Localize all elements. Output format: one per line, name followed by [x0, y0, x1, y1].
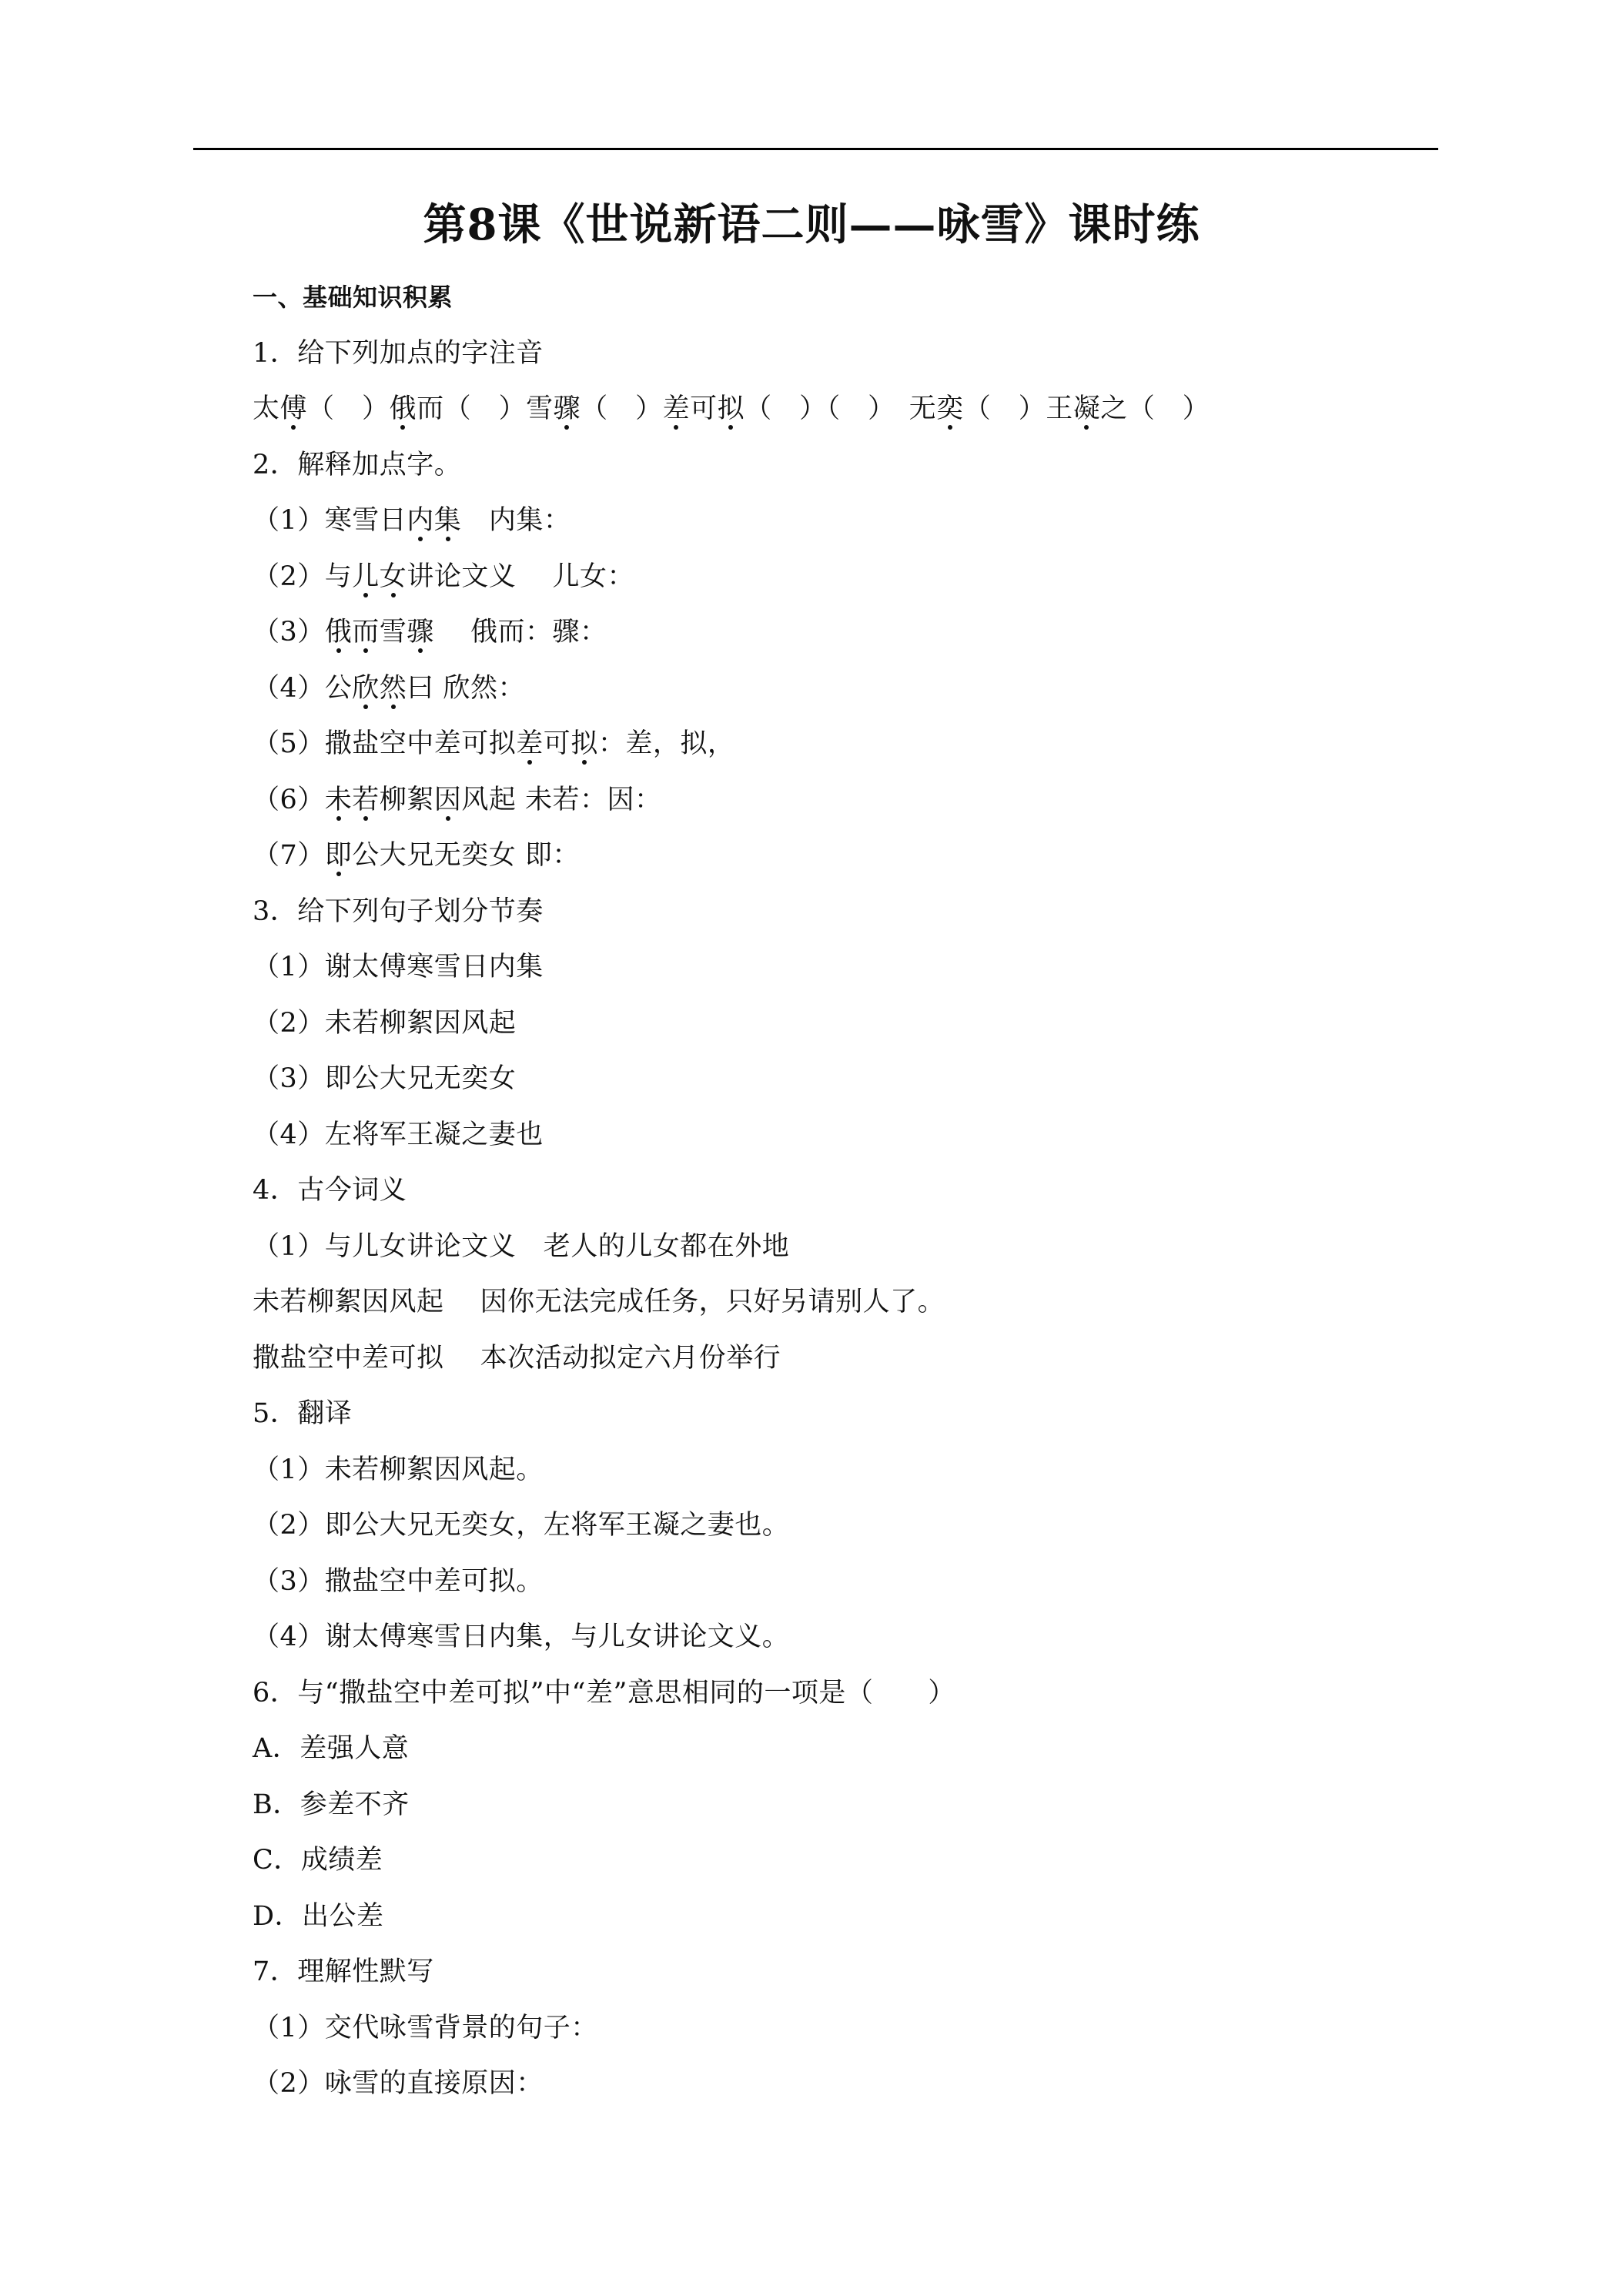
text-run: （7） — [253, 840, 325, 871]
question-5-item: （1）未若柳絮因风起。 — [253, 1454, 544, 1485]
page-title: 第8课《世说新语二则——咏雪》课时练 — [423, 199, 1200, 250]
question-1-line — [253, 390, 1210, 427]
text-run: 风起 未若：因： — [461, 785, 662, 815]
question-5-item: （3）撒盐空中差可拟。 — [253, 1566, 544, 1597]
question-4-item: 未若柳絮因风起 因你无法完成任务，只好另请别人了。 — [253, 1287, 945, 1317]
question-7-prompt: 7．理解性默写 — [253, 1956, 434, 1987]
text-run: （2）与 — [253, 561, 353, 592]
emphasized-character: 俄 — [324, 617, 353, 648]
text-run: ：差，拟， — [597, 728, 735, 759]
text-run: （3） — [253, 617, 325, 648]
text-run: 而（ ）雪 — [417, 393, 554, 424]
text-run: 可 — [543, 728, 571, 759]
emphasized-character: 未 — [324, 785, 353, 815]
question-3-item: （3）即公大兄无奕女 — [253, 1063, 517, 1094]
question-2-item — [253, 837, 580, 874]
text-run: （6） — [253, 785, 325, 815]
text-run: 太 — [253, 393, 280, 424]
question-2-item — [253, 670, 525, 707]
emphasized-character: 骤 — [407, 617, 434, 648]
text-run: 俄而：骤： — [433, 617, 607, 648]
emphasized-character: 女 — [379, 561, 407, 592]
text-run: 雪 — [379, 617, 407, 648]
section-heading: 一、基础知识积累 — [253, 283, 453, 312]
question-2-prompt: 2．解释加点字。 — [253, 450, 462, 480]
question-3-item: （1）谢太傅寒雪日内集 — [253, 952, 544, 982]
text-run: 内集： — [461, 505, 571, 536]
question-3-prompt: 3．给下列句子划分节奏 — [253, 896, 544, 927]
question-2-item — [253, 782, 661, 818]
emphasized-character: 差 — [516, 728, 544, 759]
text-run: 曰 欣然： — [407, 673, 525, 704]
question-4-prompt: 4．古今词义 — [253, 1175, 407, 1206]
text-run: 可 — [690, 393, 718, 424]
text-run: （5）撒盐空中差可拟 — [253, 728, 517, 759]
question-4-item: （1）与儿女讲论文义 老人的儿女都在外地 — [253, 1231, 790, 1262]
text-run: （ ）（ ） 无 — [745, 393, 937, 424]
emphasized-character: 傅 — [279, 393, 308, 424]
text-run: （ ）王 — [963, 393, 1073, 424]
question-5-item: （4）谢太傅寒雪日内集，与儿女讲论文义。 — [253, 1622, 790, 1652]
question-2-item — [253, 614, 607, 651]
option-c: C．成绩差 — [253, 1845, 383, 1876]
emphasized-character: 欣 — [352, 673, 380, 704]
question-2-item — [253, 558, 634, 595]
header-rule — [193, 148, 1438, 150]
question-7-item: （1）交代咏雪背景的句子： — [253, 2013, 598, 2043]
option-b: B．参差不齐 — [253, 1789, 410, 1820]
emphasized-character: 拟 — [717, 393, 745, 424]
emphasized-character: 俄 — [389, 393, 417, 424]
emphasized-character: 差 — [662, 393, 691, 424]
text-run: （4）公 — [253, 673, 353, 704]
question-4-item: 撒盐空中差可拟 本次活动拟定六月份举行 — [253, 1343, 781, 1374]
question-1-prompt: 1．给下列加点的字注音 — [253, 338, 544, 369]
question-3-item: （2）未若柳絮因风起 — [253, 1008, 517, 1039]
emphasized-character: 即 — [324, 840, 353, 871]
emphasized-character: 儿 — [352, 561, 380, 592]
text-run: 讲论文义 儿女： — [407, 561, 634, 592]
emphasized-character: 内 — [407, 505, 434, 536]
text-run: （1）寒雪日 — [253, 505, 407, 536]
emphasized-character: 拟 — [571, 728, 598, 759]
emphasized-character: 因 — [433, 785, 462, 815]
question-2-item — [253, 502, 571, 539]
text-run: 柳絮 — [379, 785, 434, 815]
emphasized-character: 而 — [352, 617, 380, 648]
question-7-item: （2）咏雪的直接原因： — [253, 2068, 544, 2099]
emphasized-character: 凝 — [1073, 393, 1101, 424]
text-run: （ ） — [307, 393, 390, 424]
text-run: 公大兄无奕女 即： — [352, 840, 580, 871]
text-run: （ ） — [581, 393, 663, 424]
question-5-prompt: 5．翻译 — [253, 1398, 353, 1429]
question-5-item: （2）即公大兄无奕女，左将军王凝之妻也。 — [253, 1510, 790, 1541]
option-d: D．出公差 — [253, 1901, 384, 1932]
question-2-item — [253, 725, 735, 762]
emphasized-character: 集 — [433, 505, 462, 536]
option-a: A．差强人意 — [253, 1733, 410, 1764]
text-run: 之（ ） — [1100, 393, 1210, 424]
emphasized-character: 骤 — [553, 393, 581, 424]
emphasized-character: 奕 — [936, 393, 964, 424]
question-6-prompt: 6．与“撒盐空中差可拟”中“差”意思相同的一项是（ ） — [253, 1678, 955, 1709]
emphasized-character: 若 — [352, 785, 380, 815]
question-3-item: （4）左将军王凝之妻也 — [253, 1120, 544, 1150]
emphasized-character: 然 — [379, 673, 407, 704]
